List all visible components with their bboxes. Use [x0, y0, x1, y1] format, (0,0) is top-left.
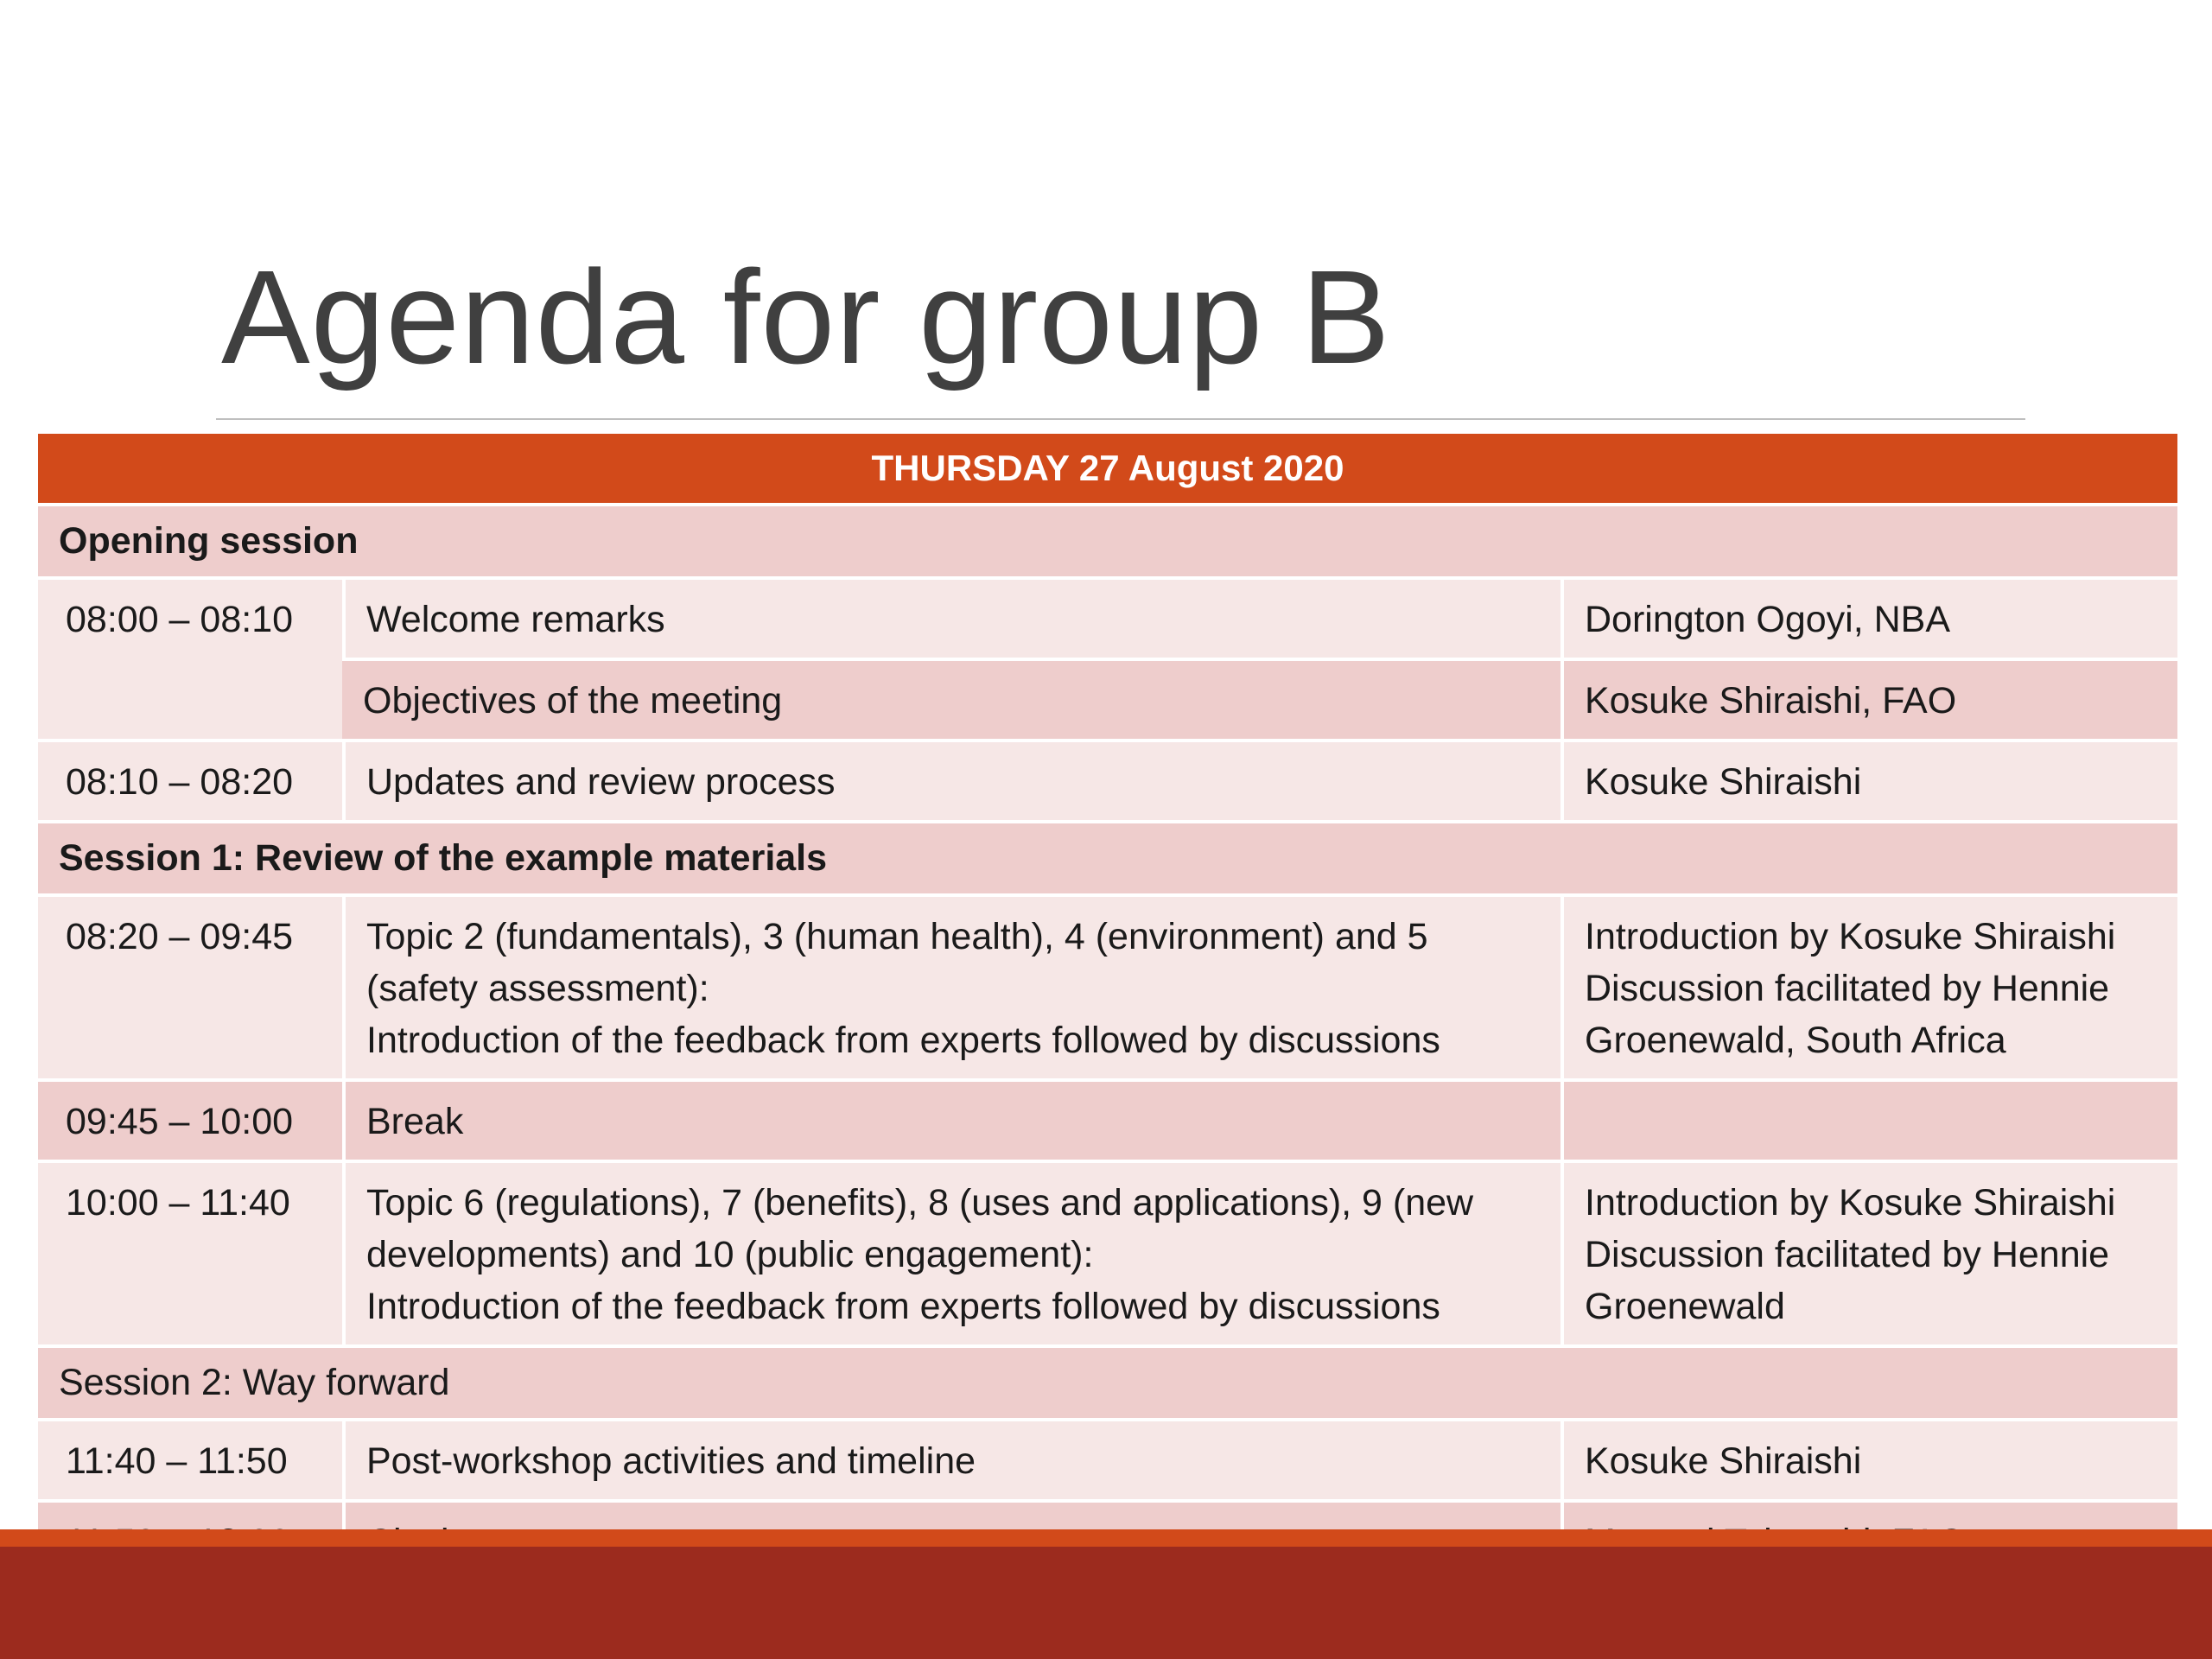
table-row [38, 576, 2177, 658]
footer-bar [0, 1547, 2212, 1659]
topic-cell: Updates and review process [342, 739, 1560, 820]
slide-title: Agenda for group B [221, 243, 1391, 391]
section-row [38, 503, 2177, 576]
speaker-cell: Kosuke Shiraishi, FAO [1560, 658, 2177, 739]
time-cell: 11:40 – 11:50 [38, 1418, 342, 1499]
topic-cell: Topic 2 (fundamentals), 3 (human health), 4 (environment) and 5 (safety assessment): Introduction of the feedback from experts followed by discussions [342, 893, 1560, 1078]
time-cell: 08:10 – 08:20 [38, 739, 342, 820]
table-row [38, 893, 2177, 1078]
table-row [38, 1418, 2177, 1499]
title-divider [216, 418, 2025, 420]
time-cell: 09:45 – 10:00 [38, 1078, 342, 1160]
day-header-row [38, 434, 2177, 503]
speaker-cell: Kosuke Shiraishi [1560, 739, 2177, 820]
table-row [38, 739, 2177, 820]
time-cell: 08:00 – 08:10 [38, 576, 342, 739]
speaker-cell: Introduction by Kosuke Shiraishi Discussion facilitated by Hennie Groenewald [1560, 1160, 2177, 1344]
table-row [38, 1078, 2177, 1160]
section-title: Opening session [38, 503, 2177, 576]
footer-accent-stripe [0, 1529, 2212, 1547]
speaker-cell: Kosuke Shiraishi [1560, 1418, 2177, 1499]
speaker-cell: Introduction by Kosuke Shiraishi Discussion facilitated by Hennie Groenewald, South Africa [1560, 893, 2177, 1078]
speaker-cell: Dorington Ogoyi, NBA [1560, 576, 2177, 658]
section-row [38, 1344, 2177, 1418]
topic-cell: Topic 6 (regulations), 7 (benefits), 8 (uses and applications), 9 (new developments) and 10 (public engagement): Introduction of the feedback from experts followed by discussions [342, 1160, 1560, 1344]
time-cell: 08:20 – 09:45 [38, 893, 342, 1078]
topic-cell: Post-workshop activities and timeline [342, 1418, 1560, 1499]
agenda-table [38, 434, 2177, 1580]
speaker-cell [1560, 1078, 2177, 1160]
table-row [38, 1160, 2177, 1344]
section-title: Session 2: Way forward [38, 1344, 2177, 1418]
day-header: THURSDAY 27 August 2020 [38, 434, 2177, 503]
topic-cell: Welcome remarks [342, 576, 1560, 658]
section-title: Session 1: Review of the example materials [38, 820, 2177, 893]
section-row [38, 820, 2177, 893]
topic-cell: Break [342, 1078, 1560, 1160]
time-cell: 10:00 – 11:40 [38, 1160, 342, 1344]
table-row [38, 658, 2177, 739]
topic-cell: Objectives of the meeting [342, 658, 1560, 739]
